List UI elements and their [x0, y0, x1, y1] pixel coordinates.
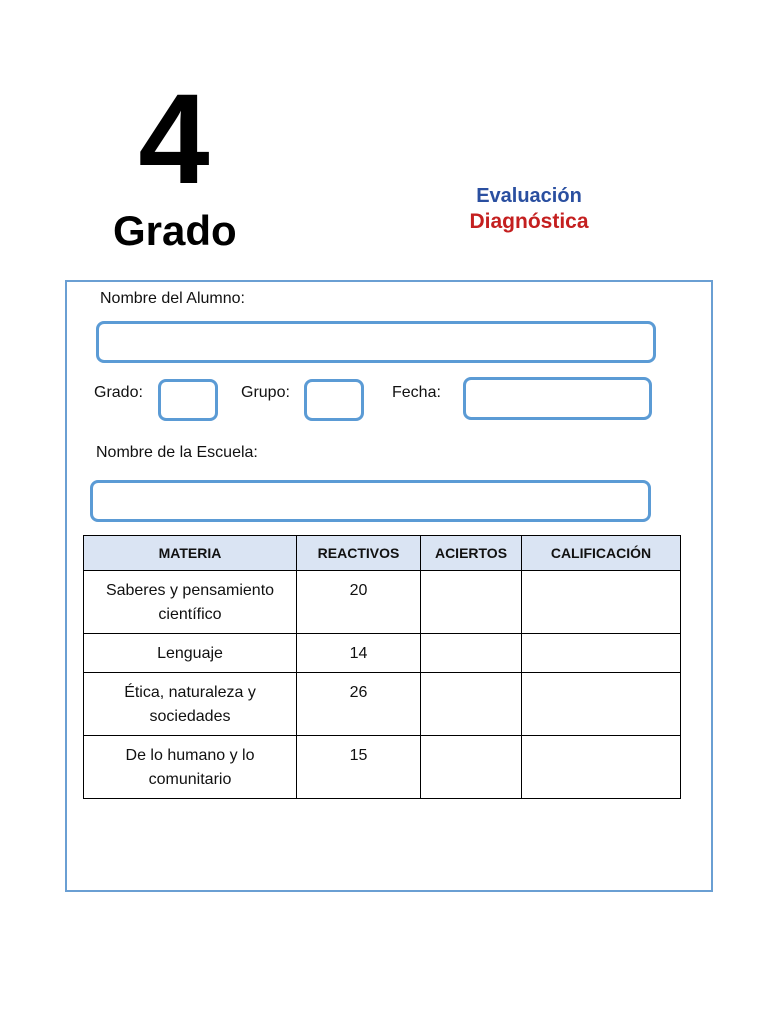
school-name-label: Nombre de la Escuela:: [96, 444, 258, 461]
grade-field[interactable]: [158, 379, 218, 421]
evaluation-rest: valuación: [489, 185, 582, 207]
table-header-row: [84, 536, 681, 571]
items-cell: 15: [297, 736, 421, 799]
column-header-score: CALIFICACIÓN: [522, 536, 681, 571]
correct-cell[interactable]: [421, 571, 522, 634]
grade-number: 4: [138, 68, 210, 211]
grade-word: Grado: [113, 207, 237, 254]
items-cell: 20: [297, 571, 421, 634]
evaluation-title-line2: Diagnóstica: [469, 210, 589, 233]
school-name-field[interactable]: [90, 480, 651, 522]
column-header-correct: ACIERTOS: [421, 536, 522, 571]
subject-cell: Ética, naturaleza y sociedades: [84, 673, 297, 736]
evaluation-initial: E: [476, 185, 490, 207]
table-row: [84, 736, 681, 799]
subject-cell: De lo humano y lo comunitario: [84, 736, 297, 799]
score-cell[interactable]: [522, 571, 681, 634]
subject-cell: Lenguaje: [84, 634, 297, 673]
table-row: [84, 673, 681, 736]
evaluation-title-line1: [466, 186, 592, 206]
date-label: Fecha:: [392, 384, 441, 401]
grade-label: Grado:: [94, 384, 143, 401]
evaluation-title: [466, 186, 592, 232]
subjects-table: [83, 535, 681, 799]
subject-cell: Saberes y pensamiento científico: [84, 571, 297, 634]
student-name-field[interactable]: [96, 321, 656, 363]
group-field[interactable]: [304, 379, 364, 421]
correct-cell[interactable]: [421, 736, 522, 799]
correct-cell[interactable]: [421, 634, 522, 673]
student-name-label: Nombre del Alumno:: [100, 290, 245, 307]
column-header-items: REACTIVOS: [297, 536, 421, 571]
date-field[interactable]: [463, 377, 652, 420]
items-cell: 26: [297, 673, 421, 736]
table-row: [84, 571, 681, 634]
column-header-subject: MATERIA: [84, 536, 297, 571]
correct-cell[interactable]: [421, 673, 522, 736]
score-cell[interactable]: [522, 736, 681, 799]
table-row: [84, 634, 681, 673]
items-cell: 14: [297, 634, 421, 673]
score-cell[interactable]: [522, 673, 681, 736]
group-label: Grupo:: [241, 384, 290, 401]
score-cell[interactable]: [522, 634, 681, 673]
